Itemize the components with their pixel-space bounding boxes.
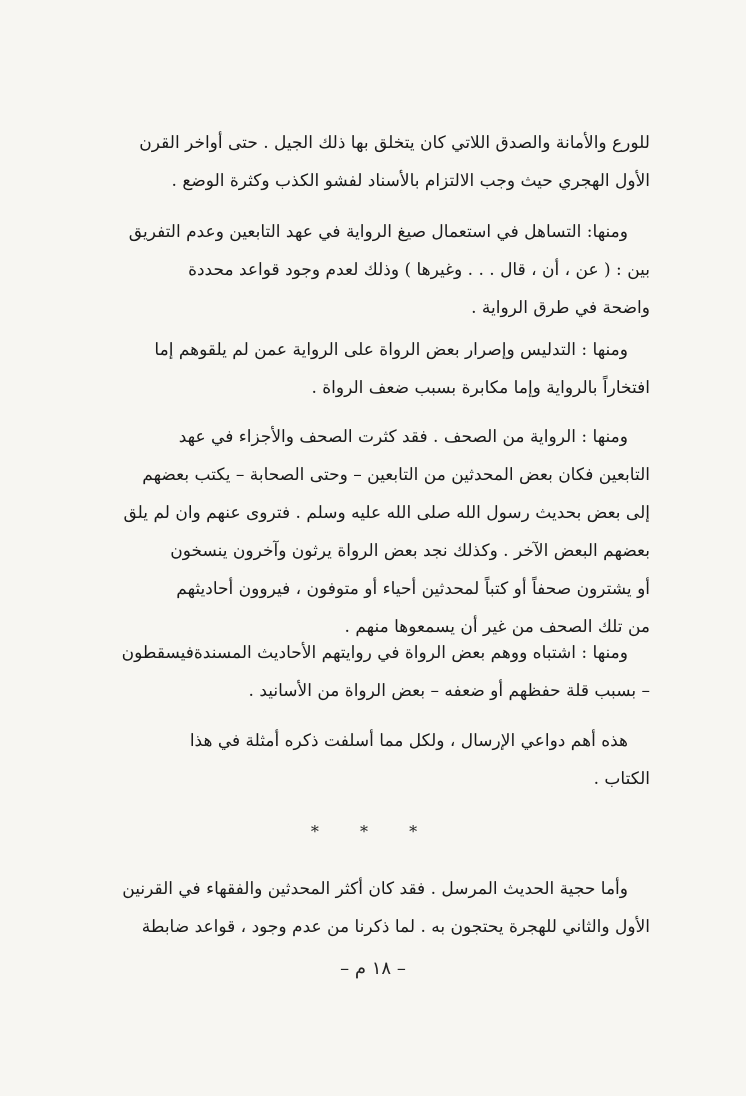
paragraph-5 [96,634,650,710]
text-line: من تلك الصحف من غير أن يسمعوها منهم . [344,617,650,637]
text-line: للورع والأمانة والصدق اللاتي كان يتخلق بها ذلك الجيل . حتى أواخر القرن [139,133,650,153]
text-line: ومنها: التساهل في استعمال صيغ الرواية في عهد التابعين وعدم التفريق [128,222,628,242]
text-line: افتخاراً بالرواية وإما مكابرة بسبب ضعف الرواة . [311,378,650,398]
text-line: واضحة في طرق الرواية . [471,298,650,318]
text-line: ومنها : الرواية من الصحف . فقد كثرت الصحف والأجزاء في عهد [178,427,628,447]
text-line: وأما حجية الحديث المرسل . فقد كان أكثر المحدثين والفقهاء في القرنين [122,879,628,899]
text-line: ومنها : اشتباه ووهم بعض الرواة في روايتهم الأحاديث المسندةفيسقطون [121,643,628,663]
text-line: هذه أهم دواعي الإرسال ، ولكل مما أسلفت ذكره أمثلة في هذا [189,731,628,751]
page-number: – ١٨ م – [340,958,406,979]
section-separator: * * * [310,822,436,841]
paragraph-2 [96,213,650,327]
paragraph-6 [96,722,650,798]
text-line: الكتاب . [593,769,650,789]
paragraph-final [96,870,650,946]
text-line: الأول الهجري حيث وجب الالتزام بالأسناد لفشو الكذب وكثرة الوضع . [171,171,650,191]
text-line: – بسبب قلة حفظهم أو ضعفه – بعض الرواة من الأسانيد . [248,681,650,701]
text-line: أو يشترون صحفاً أو كتباً لمحدثين أحياء أو متوفون ، فيروون أحاديثهم [176,579,650,599]
paragraph-1 [96,124,650,200]
text-line: ومنها : التدليس وإصرار بعض الرواة على الرواية عمن لم يلقوهم إما [154,340,628,360]
text-line: التابعين فكان بعض المحدثين من التابعين – وحتى الصحابة – يكتب بعضهم [142,465,650,485]
text-line: بين : ( عن ، أن ، قال . . . وغيرها ) وذلك لعدم وجود قواعد محددة [188,260,650,280]
text-line: بعضهم البعض الآخر . وكذلك نجد بعض الرواة يرثون وآخرون ينسخون [170,541,650,561]
paragraph-4 [96,418,650,646]
paragraph-3 [96,331,650,407]
text-line: الأول والثاني للهجرة يحتجون به . لما ذكرنا من عدم وجود ، قواعد ضابطة [141,917,650,937]
text-line: إلى بعض بحديث رسول الله صلى الله عليه وسلم . فتروى عنهم وان لم يلق [123,503,650,523]
